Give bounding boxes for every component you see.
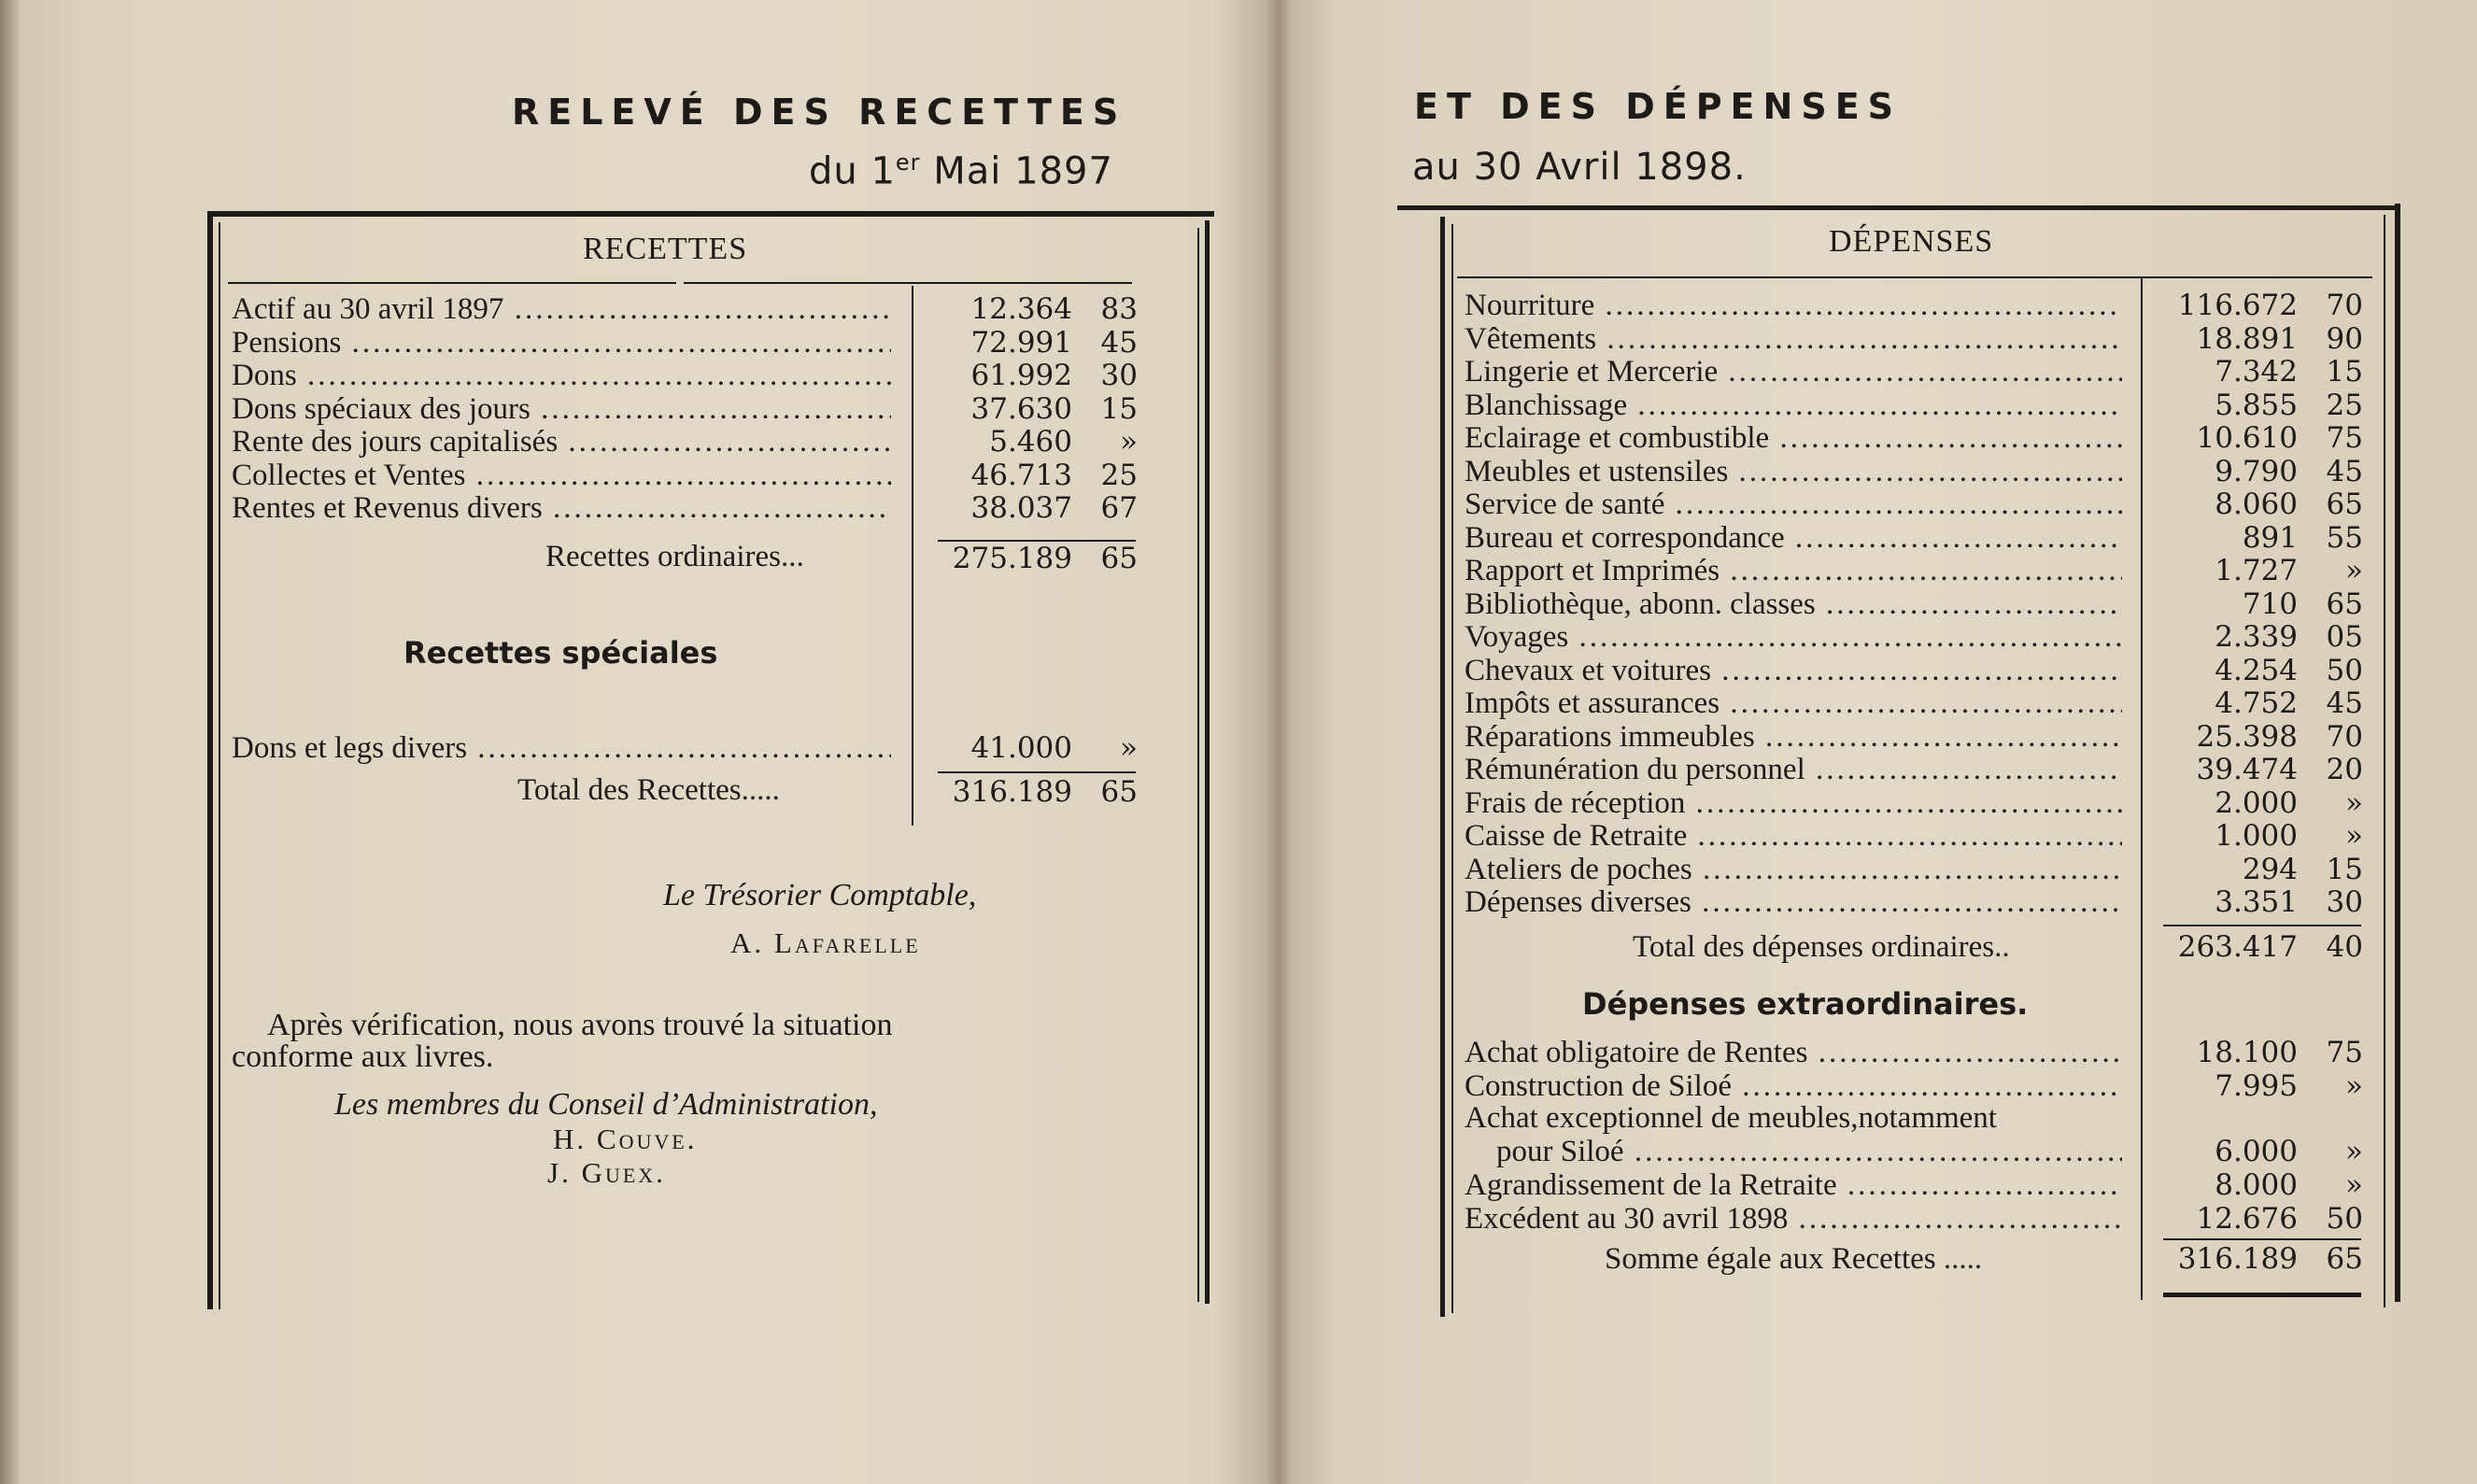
right-date: au 30 Avril 1898. [1412, 146, 1747, 189]
row-label: Actif au 30 avril 1897 ..... [232, 293, 891, 326]
row-amount: 12.364 [970, 292, 1072, 326]
somme-egale-label: Somme égale aux Recettes ..... [1605, 1242, 1983, 1276]
table-row [1465, 422, 2380, 456]
table-row [232, 492, 1147, 526]
total-recettes-amount: 316.189 [952, 775, 1072, 809]
table-row [1465, 721, 2380, 755]
row-amount: 7.995 [2215, 1069, 2298, 1103]
table-row [1465, 854, 2380, 887]
left-inner-border [219, 222, 220, 1309]
row-cents: » [2345, 1135, 2363, 1168]
row-amount: 3.351 [2215, 885, 2298, 919]
right-right-outer-border [2395, 204, 2400, 1302]
left-date: du 1er Mai 1897 [809, 149, 1113, 193]
row-label: pour Siloé ..... [1496, 1136, 2122, 1168]
treasurer-title: Le Trésorier Comptable, [663, 878, 977, 912]
depenses-extraordinaires-title: Dépenses extraordinaires. [1582, 986, 2029, 1022]
table-row [1465, 456, 2380, 489]
row-amount: 1.727 [2215, 554, 2298, 587]
right-outer-border [1440, 217, 1445, 1317]
row-amount: 10.610 [2196, 421, 2298, 455]
row-label: Frais de réception ..... [1465, 787, 2122, 820]
table-row [232, 459, 1147, 493]
row-amount: 116.672 [2177, 289, 2298, 322]
left-right-inner-border [1197, 228, 1199, 1302]
row-label: Pensions ..... [232, 327, 891, 360]
row-cents: 75 [2326, 1036, 2363, 1069]
row-cents: 05 [2326, 620, 2363, 654]
depenses-ordinary-rule [2163, 925, 2361, 926]
total-sum-rule [938, 771, 1136, 773]
council-member-couve: H. Couve. [553, 1123, 698, 1155]
row-label: Dépenses diverses ..... [1465, 886, 2122, 919]
row-amount: 38.037 [970, 491, 1072, 525]
row-amount: 37.630 [970, 391, 1072, 426]
left-heading: RELEVÉ DES RECETTES [512, 92, 1127, 133]
row-amount: 25.398 [2196, 719, 2298, 754]
council-title: Les membres du Conseil d’Administration, [334, 1087, 878, 1122]
page-edge [0, 0, 21, 1484]
table-row [1465, 389, 2380, 423]
left-header-rule-2 [684, 282, 1132, 284]
row-cents: 25 [1100, 458, 1138, 492]
somme-egale-cents: 65 [2326, 1242, 2363, 1276]
row-label: Rente des jours capitalisés ..... [232, 426, 891, 459]
council-member-guex: J. Guex. [547, 1156, 666, 1189]
row-cents: 75 [2326, 421, 2363, 455]
table-row [1465, 290, 2380, 323]
row-cents: 70 [2326, 719, 2363, 754]
final-double-rule [2163, 1293, 2361, 1297]
row-cents: 45 [2326, 686, 2363, 720]
row-amount: 4.254 [2215, 653, 2298, 687]
row-cents: » [2345, 819, 2363, 853]
row-label: Vêtements ..... [1465, 323, 2122, 356]
row-amount: 891 [2242, 520, 2298, 555]
table-row [1465, 488, 2380, 522]
depenses-total-rule [2163, 1238, 2361, 1240]
row-label: Achat obligatoire de Rentes ..... [1465, 1037, 2122, 1069]
row-cents: 50 [2326, 653, 2363, 687]
table-row [1465, 655, 2380, 688]
depenses-column-header: DÉPENSES [1829, 224, 1994, 259]
left-header-rule [228, 282, 676, 284]
row-label: Bureau et correspondance ..... [1465, 522, 2122, 555]
recettes-ordinaires-amount: 275.189 [952, 542, 1072, 575]
exceptional-line: Achat exceptionnel de meubles,notamment [1465, 1101, 1997, 1135]
table-row [1465, 1169, 2380, 1203]
row-cents: 65 [2326, 488, 2363, 521]
row-amount: 2.000 [2215, 785, 2298, 820]
row-amount: 18.100 [2196, 1036, 2298, 1069]
left-right-outer-border [1205, 220, 1210, 1304]
row-label: Ateliers de poches ..... [1465, 854, 2122, 886]
row-label: Dons ..... [232, 360, 891, 392]
depenses-ordinaires-amount: 263.417 [2177, 930, 2298, 964]
table-row [1465, 522, 2380, 556]
row-label: Rentes et Revenus divers ..... [232, 492, 891, 525]
depenses-ordinaires-label: Total des dépenses ordinaires.. [1633, 930, 2010, 964]
row-cents: 50 [2326, 1202, 2363, 1236]
row-label: Blanchissage ..... [1465, 389, 2122, 422]
table-row [232, 327, 1147, 360]
table-row [1465, 687, 2380, 721]
row-cents: » [2345, 1168, 2363, 1202]
row-cents: 15 [2326, 852, 2363, 886]
row-amount: 294 [2242, 852, 2298, 886]
recettes-column-header: RECETTES [583, 232, 748, 266]
table-row [232, 426, 1147, 459]
row-cents: 45 [2326, 454, 2363, 488]
row-amount: 8.000 [2215, 1168, 2298, 1202]
table-row [1465, 323, 2380, 357]
table-row [1465, 820, 2380, 854]
row-amount: 2.339 [2215, 620, 2298, 654]
row-cents: 25 [2326, 388, 2363, 422]
table-row [1465, 754, 2380, 787]
row-label: Collectes et Ventes ..... [232, 459, 891, 492]
row-label: Réparations immeubles ..... [1465, 721, 2122, 754]
table-row [1465, 1070, 2380, 1104]
book-gutter [1266, 0, 1292, 1484]
row-amount: 5.460 [989, 425, 1072, 459]
table-row [1465, 886, 2380, 920]
row-label: Eclairage et combustible ..... [1465, 422, 2122, 455]
table-row [1465, 787, 2380, 821]
somme-egale-amount: 316.189 [2177, 1242, 2298, 1276]
recettes-ordinaires-label: Recettes ordinaires... [545, 540, 804, 573]
verification-line-2: conforme aux livres. [232, 1039, 494, 1074]
row-cents: 30 [2326, 885, 2363, 919]
row-amount: 12.676 [2196, 1202, 2298, 1236]
row-label: Meubles et ustensiles ..... [1465, 456, 2122, 488]
row-label: Dons et legs divers ..... [232, 732, 891, 765]
row-cents: » [1120, 425, 1138, 459]
total-recettes-label: Total des Recettes..... [517, 773, 780, 807]
row-amount: 7.342 [2215, 355, 2298, 389]
row-label: Bibliothèque, abonn. classes ..... [1465, 588, 2122, 621]
table-row [1465, 588, 2380, 622]
row-label: Chevaux et voitures ..... [1465, 655, 2122, 687]
row-label: Rapport et Imprimés ..... [1465, 555, 2122, 587]
row-amount: 18.891 [2196, 321, 2298, 356]
recettes-speciales-title: Recettes spéciales [403, 635, 718, 671]
table-row [232, 293, 1147, 327]
row-cents: 20 [2326, 753, 2363, 786]
row-cents: 55 [2326, 520, 2363, 555]
row-amount: 4.752 [2215, 686, 2298, 720]
row-label: Excédent au 30 avril 1898 ..... [1465, 1203, 2122, 1236]
right-top-rule [1397, 205, 2400, 210]
row-cents: 30 [1100, 359, 1138, 392]
recettes-ordinaires-cents: 65 [1100, 542, 1138, 575]
table-row [1465, 1136, 2380, 1173]
row-cents: » [2345, 785, 2363, 820]
verification-line-1: Après vérification, nous avons trouvé la situation [267, 1008, 893, 1042]
table-row [232, 731, 1138, 770]
row-amount: 39.474 [2196, 753, 2298, 786]
row-amount: 9.790 [2215, 454, 2298, 488]
row-cents: 83 [1100, 292, 1138, 326]
row-label: Dons spéciaux des jours ..... [232, 393, 891, 426]
row-label: Agrandissement de la Retraite ..... [1465, 1169, 2122, 1202]
table-row [232, 360, 1147, 393]
table-row [1465, 621, 2380, 655]
row-cents: 70 [2326, 289, 2363, 322]
row-cents: » [1120, 731, 1138, 765]
row-label: Lingerie et Mercerie ..... [1465, 356, 2122, 389]
row-amount: 46.713 [970, 458, 1072, 492]
row-amount: 72.991 [970, 325, 1072, 360]
right-heading: ET DES DÉPENSES [1414, 86, 1903, 127]
row-cents: » [2345, 1069, 2363, 1103]
table-row [232, 393, 1147, 427]
row-cents: » [2345, 554, 2363, 587]
row-cents: 45 [1100, 325, 1138, 360]
total-recettes-cents: 65 [1100, 775, 1138, 809]
row-cents: 15 [1100, 391, 1138, 426]
row-amount: 6.000 [2215, 1135, 2298, 1168]
left-top-rule [207, 211, 1214, 217]
right-header-rule [1457, 276, 2372, 278]
row-amount: 61.992 [970, 359, 1072, 392]
row-cents: 65 [2326, 587, 2363, 621]
table-row [1465, 555, 2380, 588]
treasurer-name: A. Lafarelle [730, 926, 921, 959]
row-amount: 710 [2242, 587, 2298, 621]
row-amount: 1.000 [2215, 819, 2298, 853]
table-row [1465, 1037, 2380, 1070]
row-label: Impôts et assurances ..... [1465, 687, 2122, 720]
row-label: Construction de Siloé ..... [1465, 1070, 2122, 1103]
row-label: Service de santé ..... [1465, 488, 2122, 521]
row-label: Nourriture ..... [1465, 290, 2122, 322]
right-inner-border [1451, 224, 1453, 1313]
row-amount: 41.000 [970, 731, 1072, 765]
left-outer-border [207, 211, 213, 1309]
right-right-inner-border [2384, 215, 2385, 1307]
row-label: Caisse de Retraite ..... [1465, 820, 2122, 853]
row-label: Rémunération du personnel ..... [1465, 754, 2122, 786]
row-cents: 90 [2326, 321, 2363, 356]
row-amount: 8.060 [2215, 488, 2298, 521]
table-row [1465, 1203, 2380, 1237]
row-label: Voyages ..... [1465, 621, 2122, 654]
row-amount: 5.855 [2215, 388, 2298, 422]
row-cents: 15 [2326, 355, 2363, 389]
row-cents: 67 [1100, 491, 1138, 525]
depenses-ordinaires-cents: 40 [2326, 930, 2363, 964]
table-row [1465, 356, 2380, 389]
